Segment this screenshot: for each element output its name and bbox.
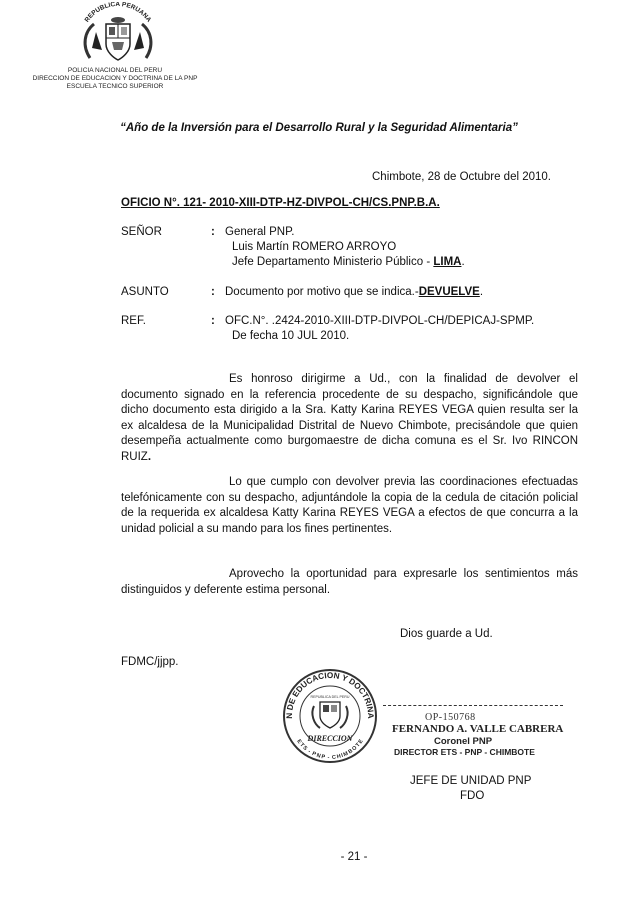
reference-initials: FDMC/jjpp.: [121, 656, 179, 668]
paragraph-3-text: Aprovecho la oportunidad para expresarle los sentimientos más distinguidos y deferente estima personal.: [121, 568, 578, 596]
asunto-action: DEVUELVE: [418, 286, 480, 298]
stamp-center-label: DIRECCION: [307, 734, 353, 743]
asunto-end: .: [479, 286, 484, 298]
ref-label: REF.: [121, 315, 146, 327]
signature-title: JEFE DE UNIDAD PNP: [410, 775, 532, 787]
officer-rank: Coronel PNP: [434, 736, 493, 747]
senor-line-2: Luis Martín ROMERO ARROYO: [232, 241, 397, 253]
paragraph-2-text: Lo que cumplo con devolver previa las coordinaciones efectuadas telefónicamente con su despacho, adjuntándole la copia de la cedula de citación policial de la requerida ex alcaldesa Katty Karina REYES VEGA a efectos de que concurra a la unidad policial a su mando para los fines pertinentes.: [121, 476, 578, 535]
senor-colon: :: [211, 226, 215, 238]
coat-of-arms-icon: [72, 2, 164, 66]
institution-line-2: DIRECCION DE EDUCACION Y DOCTRINA DE LA PNP: [32, 75, 198, 82]
officer-name: FERNANDO A. VALLE CABRERA: [392, 723, 564, 735]
national-seal: [72, 2, 164, 66]
signature-fdo: FDO: [460, 790, 485, 802]
op-number: OP-150768: [425, 712, 476, 723]
officer-post: DIRECTOR ETS - PNP - CHIMBOTE: [394, 747, 535, 757]
asunto-value: [225, 285, 483, 300]
ref-line-1: OFC.N°. .2424-2010-XIII-DTP-DIVPOL-CH/DEPICAJ-SPMP.: [225, 315, 535, 327]
senor-line-3-text: Jefe Departamento Ministerio Público -: [232, 256, 434, 268]
asunto-colon: :: [211, 286, 215, 298]
stamp-ring-text: N DE EDUCACION Y DOCTRINA: [284, 670, 376, 719]
paragraph-1-text: Es honroso dirigirme a Ud., con la finalidad de devolver el documento signado en la referencia procedente de su despacho, significándole que dicho documento esta dirigido a la Sra. Katty Karina REYES VEGA quien resulta ser la ex alcaldesa de la Municipalidad Distrital de Nuevo Chimbote, precisándole que quien desempeña actualmente como burgomaestre de dicha comuna es el Sr. Ivo RINCON RUIZ: [121, 373, 578, 463]
closing-phrase: Dios guarde a Ud.: [400, 628, 493, 640]
senor-line-3-end: .: [461, 256, 465, 268]
senor-line-1: General PNP.: [225, 226, 295, 238]
asunto-text: Documento por motivo que se indica.-: [225, 286, 419, 298]
ref-line-2: De fecha 10 JUL 2010.: [232, 330, 350, 342]
senor-line-3: [232, 255, 465, 270]
oficio-number: OFICIO N°. 121- 2010-XIII-DTP-HZ-DIVPOL-CH/CS.PNP.B.A.: [121, 197, 440, 209]
paragraph-3: [121, 567, 578, 598]
signature-line: [383, 705, 563, 707]
seal-caption: REPUBLICA PERUANA: [83, 2, 153, 24]
institution-line-1: POLICIA NACIONAL DEL PERU: [67, 67, 163, 74]
senor-city: LIMA: [433, 256, 462, 268]
stamp-center-small: REPUBLICA DEL PERU: [310, 695, 350, 699]
place-date: Chimbote, 28 de Octubre del 2010.: [372, 171, 552, 183]
stamp-ring-bottom: ETS - PNP - CHIMBOTE: [295, 738, 365, 762]
senor-label: SEÑOR: [121, 226, 162, 238]
circular-seal-icon: [282, 668, 378, 764]
ref-colon: :: [211, 315, 215, 327]
year-title: “Año de la Inversión para el Desarrollo Rural y la Seguridad Alimentaria”: [120, 122, 518, 134]
official-stamp: [282, 668, 378, 764]
paragraph-1-end: .: [147, 450, 152, 463]
institution-line-3: ESCUELA TECNICO SUPERIOR: [66, 83, 164, 90]
asunto-label: ASUNTO: [121, 286, 169, 298]
paragraph-2: [121, 475, 578, 537]
page-number: - 21 -: [340, 851, 368, 863]
paragraph-1: [121, 372, 578, 465]
